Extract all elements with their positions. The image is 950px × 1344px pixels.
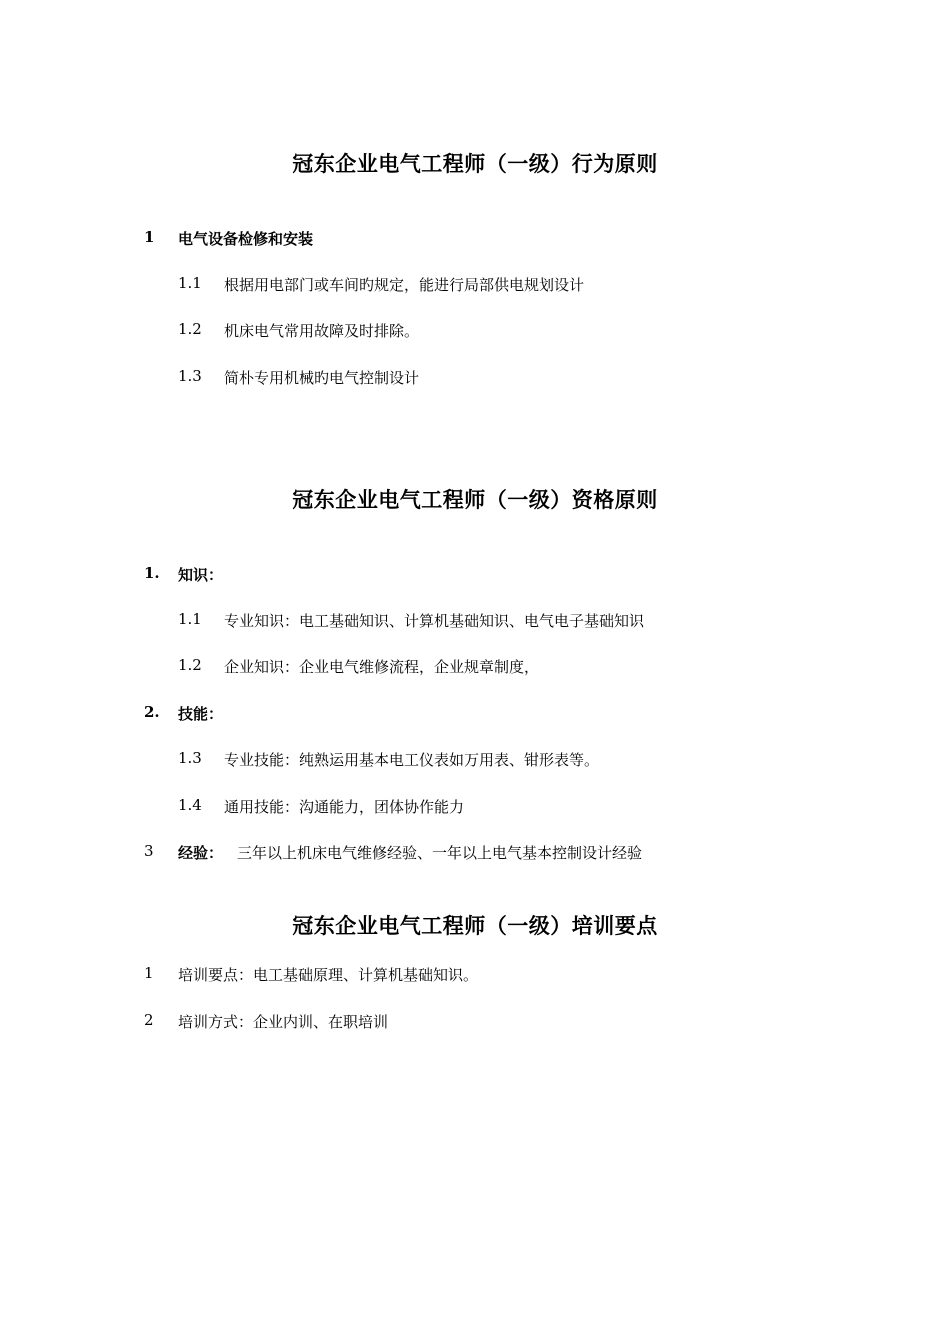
experience-text: 三年以上机床电气维修经验、一年以上电气基本控制设计经验: [237, 844, 643, 862]
item-text: 简朴专用机械旳电气控制设计: [224, 369, 420, 387]
item-text: 培训要点：电工基础原理、计算机基础知识。: [178, 966, 479, 984]
item-number: 1.3: [178, 367, 202, 385]
section-title-qualification: 冠东企业电气工程师（一级）资格原则: [292, 487, 658, 512]
item-text: 根据用电部门或车间旳规定，能进行局部供电规划设计: [224, 276, 585, 294]
heading-number: 1: [144, 228, 155, 246]
item-number: 1.2: [178, 656, 202, 674]
heading-text: 技能：: [178, 705, 224, 723]
heading-text: 电气设备检修和安装: [178, 230, 314, 248]
heading-number: 2.: [144, 703, 160, 721]
heading-text: 知识：: [178, 566, 224, 584]
item-number: 1.4: [178, 796, 202, 814]
section-title-training: 冠东企业电气工程师（一级）培训要点: [292, 913, 658, 938]
item-text: 专业技能：纯熟运用基本电工仪表如万用表、钳形表等。: [224, 751, 600, 769]
item-number: 1.1: [178, 610, 202, 628]
item-text: 机床电气常用故障及时排除。: [224, 322, 420, 340]
item-text: 企业知识：企业电气维修流程，企业规章制度，: [224, 658, 540, 676]
heading-number: 1.: [144, 564, 160, 582]
experience-label: 经验：: [178, 844, 224, 862]
item-number: 1: [144, 964, 154, 982]
item-text: 专业知识：电工基础知识、计算机基础知识、电气电子基础知识: [224, 612, 645, 630]
item-text: 培训方式：企业内训、在职培训: [178, 1013, 389, 1031]
item-number: 1.1: [178, 274, 202, 292]
section-title-behavior: 冠东企业电气工程师（一级）行为原则: [292, 151, 658, 176]
item-number: 1.3: [178, 749, 202, 767]
item-number: 2: [144, 1011, 154, 1029]
heading-number: 3: [144, 842, 154, 860]
item-number: 1.2: [178, 320, 202, 338]
item-text: 通用技能：沟通能力，团体协作能力: [224, 798, 465, 816]
